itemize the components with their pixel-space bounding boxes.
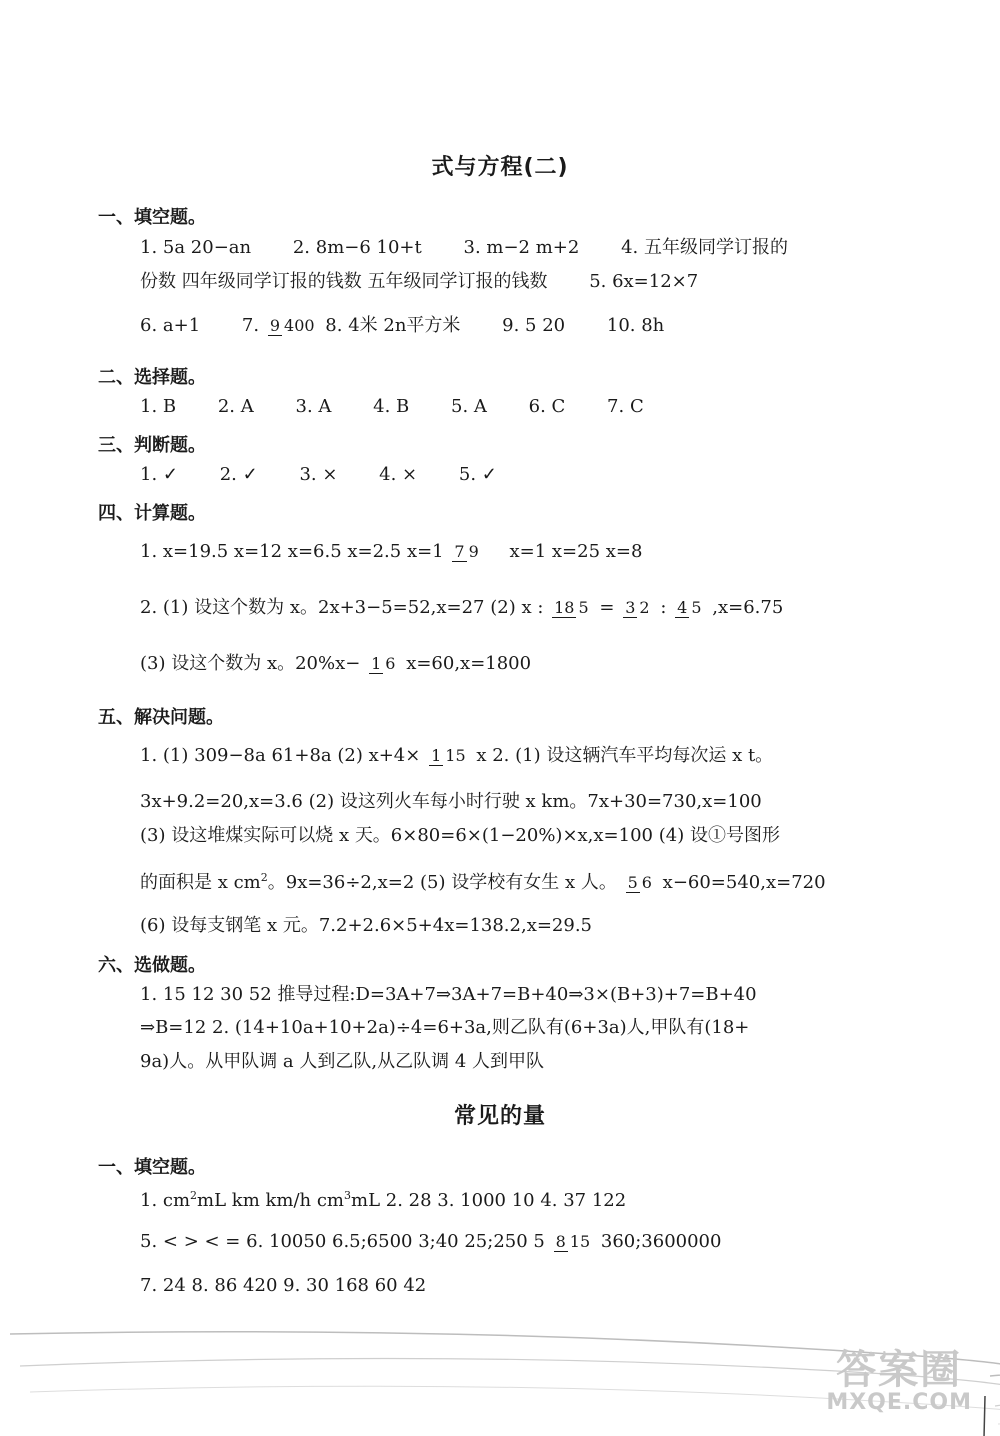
answer-line [140,742,773,770]
answer-line [140,234,788,262]
superscript: 2 [190,1189,198,1202]
answer-line [140,1182,626,1215]
fraction: 3 2 [625,597,650,617]
answer-line [140,393,644,421]
superscript: 3 [344,1189,351,1202]
answer-line: 3x+9.2=20,x=3.6 (2) 设这列火车每小时行驶 x km。7x+30=730,x=100 [140,791,762,812]
section-title-equations: 式与方程(二) [431,155,569,180]
fraction: 9 400 [269,315,315,335]
section-title-common-quantities: 常见的量 [453,1104,546,1129]
answer-item: 2. ✓ [219,464,258,485]
answer-line [140,1228,721,1256]
answer-line: (3) 设这堆煤实际可以烧 x 天。6×80=6×(1−20%)×x,x=100 (4) 设①号图形 [140,825,780,846]
answer-line [140,864,826,897]
answer-line [140,312,664,340]
heading-fill-blank: 一、填空题。 [98,207,206,228]
answer-item: 3. × [299,464,338,485]
answer-item: 6. a+1 [140,315,201,336]
fraction: 1 6 [371,653,396,673]
answer-line: 9a)人。从甲队调 a 人到乙队,从乙队调 4 人到甲队 [140,1051,544,1072]
answer-item: x 2. (1) 设这辆汽车平均每次运 x t。 [476,745,774,766]
answer-item: 10. 8h [606,315,665,336]
answer-line [140,538,642,566]
answer-item: 3. A [295,396,332,417]
answer-item: 4. B [373,396,410,417]
answer-item: 5. < > < = 6. 10050 6.5;6500 3;40 25;250 5 [140,1231,545,1252]
answer-line [140,594,783,622]
answer-item: : [660,597,667,618]
answer-item: 8. 4米 2n平方米 [325,315,461,336]
answer-item: 3. m−2 m+2 [463,237,580,258]
answer-item: 4. 五年级同学订报的 [621,237,788,258]
answer-item: x=1 x=25 x=8 [509,541,643,562]
answer-item: 360;3600000 [600,1231,722,1252]
superscript: 2 [260,871,268,884]
heading-multiple-choice: 二、选择题。 [98,367,206,388]
fraction: 8 15 [555,1231,591,1251]
answer-item: 份数 四年级同学订报的钱数 五年级同学订报的钱数 [140,271,548,292]
answer-item: = [599,597,615,618]
answer-line: ⇒B=12 2. (14+10a+10+2a)÷4=6+3a,则乙队有(6+3a)人,甲队有(18+ [140,1017,750,1038]
answer-item: 5. 6x=12×7 [589,271,699,292]
answer-item: 1. (1) 309−8a 61+8a (2) x+4× [140,745,421,766]
answer-item: 1. 5a 20−an [140,237,252,258]
answer-item: 7. C [607,396,644,417]
answer-item: 。9x=36÷2,x=2 (5) 设学校有女生 x 人。 [267,872,617,893]
answer-item: 4. × [379,464,418,485]
heading-problem-solving: 五、解决问题。 [98,707,224,728]
heading-true-false: 三、判断题。 [98,435,206,456]
answer-item: mL 2. 28 3. 1000 10 4. 37 122 [351,1190,627,1211]
answer-item: 9. 5 20 [502,315,566,336]
fraction: 5 6 [627,872,652,892]
answer-item: ,x=6.75 [712,597,784,618]
answer-item: 2. A [217,396,254,417]
heading-optional: 六、选做题。 [98,955,206,976]
answer-item: 5. ✓ [458,464,497,485]
answer-line: (6) 设每支钢笔 x 元。7.2+2.6×5+4x=138.2,x=29.5 [140,915,593,936]
answer-line [140,268,698,296]
answer-line [140,650,531,678]
answer-item: 1. B [140,396,177,417]
answer-item: 1. cm [140,1190,191,1211]
answer-item: 1. x=19.5 x=12 x=6.5 x=2.5 x=1 [140,541,444,562]
answer-line: 7. 24 8. 86 420 9. 30 168 60 42 [140,1275,427,1296]
answer-item: 2. (1) 设这个数为 x。2x+3−5=52,x=27 (2) x : [140,597,544,618]
heading-fill-blank-2: 一、填空题。 [98,1157,206,1178]
answer-item: mL km km/h cm [197,1190,344,1211]
fraction: 18 5 [554,597,589,617]
fraction: 4 5 [677,597,702,617]
answer-item: 7. [241,315,260,336]
heading-calculation: 四、计算题。 [98,503,206,524]
answer-line: 1. 15 12 30 52 推导过程:D=3A+7⇒3A+7=B+40⇒3×(B+3)+7=B+40 [140,984,757,1005]
answer-item: 5. A [451,396,487,417]
fraction: 7 9 [454,541,479,561]
answer-item: 6. C [528,396,566,417]
watermark-logo: 答案圈 MXQE.COM [826,1346,972,1415]
answer-line [140,461,497,489]
answer-item: 2. 8m−6 10+t [292,237,422,258]
answer-item: 1. ✓ [140,464,178,485]
fraction: 1 15 [431,745,466,765]
answer-item: 的面积是 x cm [140,872,261,893]
answer-item: (3) 设这个数为 x。20%x− [140,653,361,674]
answer-item: x=60,x=1800 [406,653,532,674]
answer-item: x−60=540,x=720 [662,872,826,893]
